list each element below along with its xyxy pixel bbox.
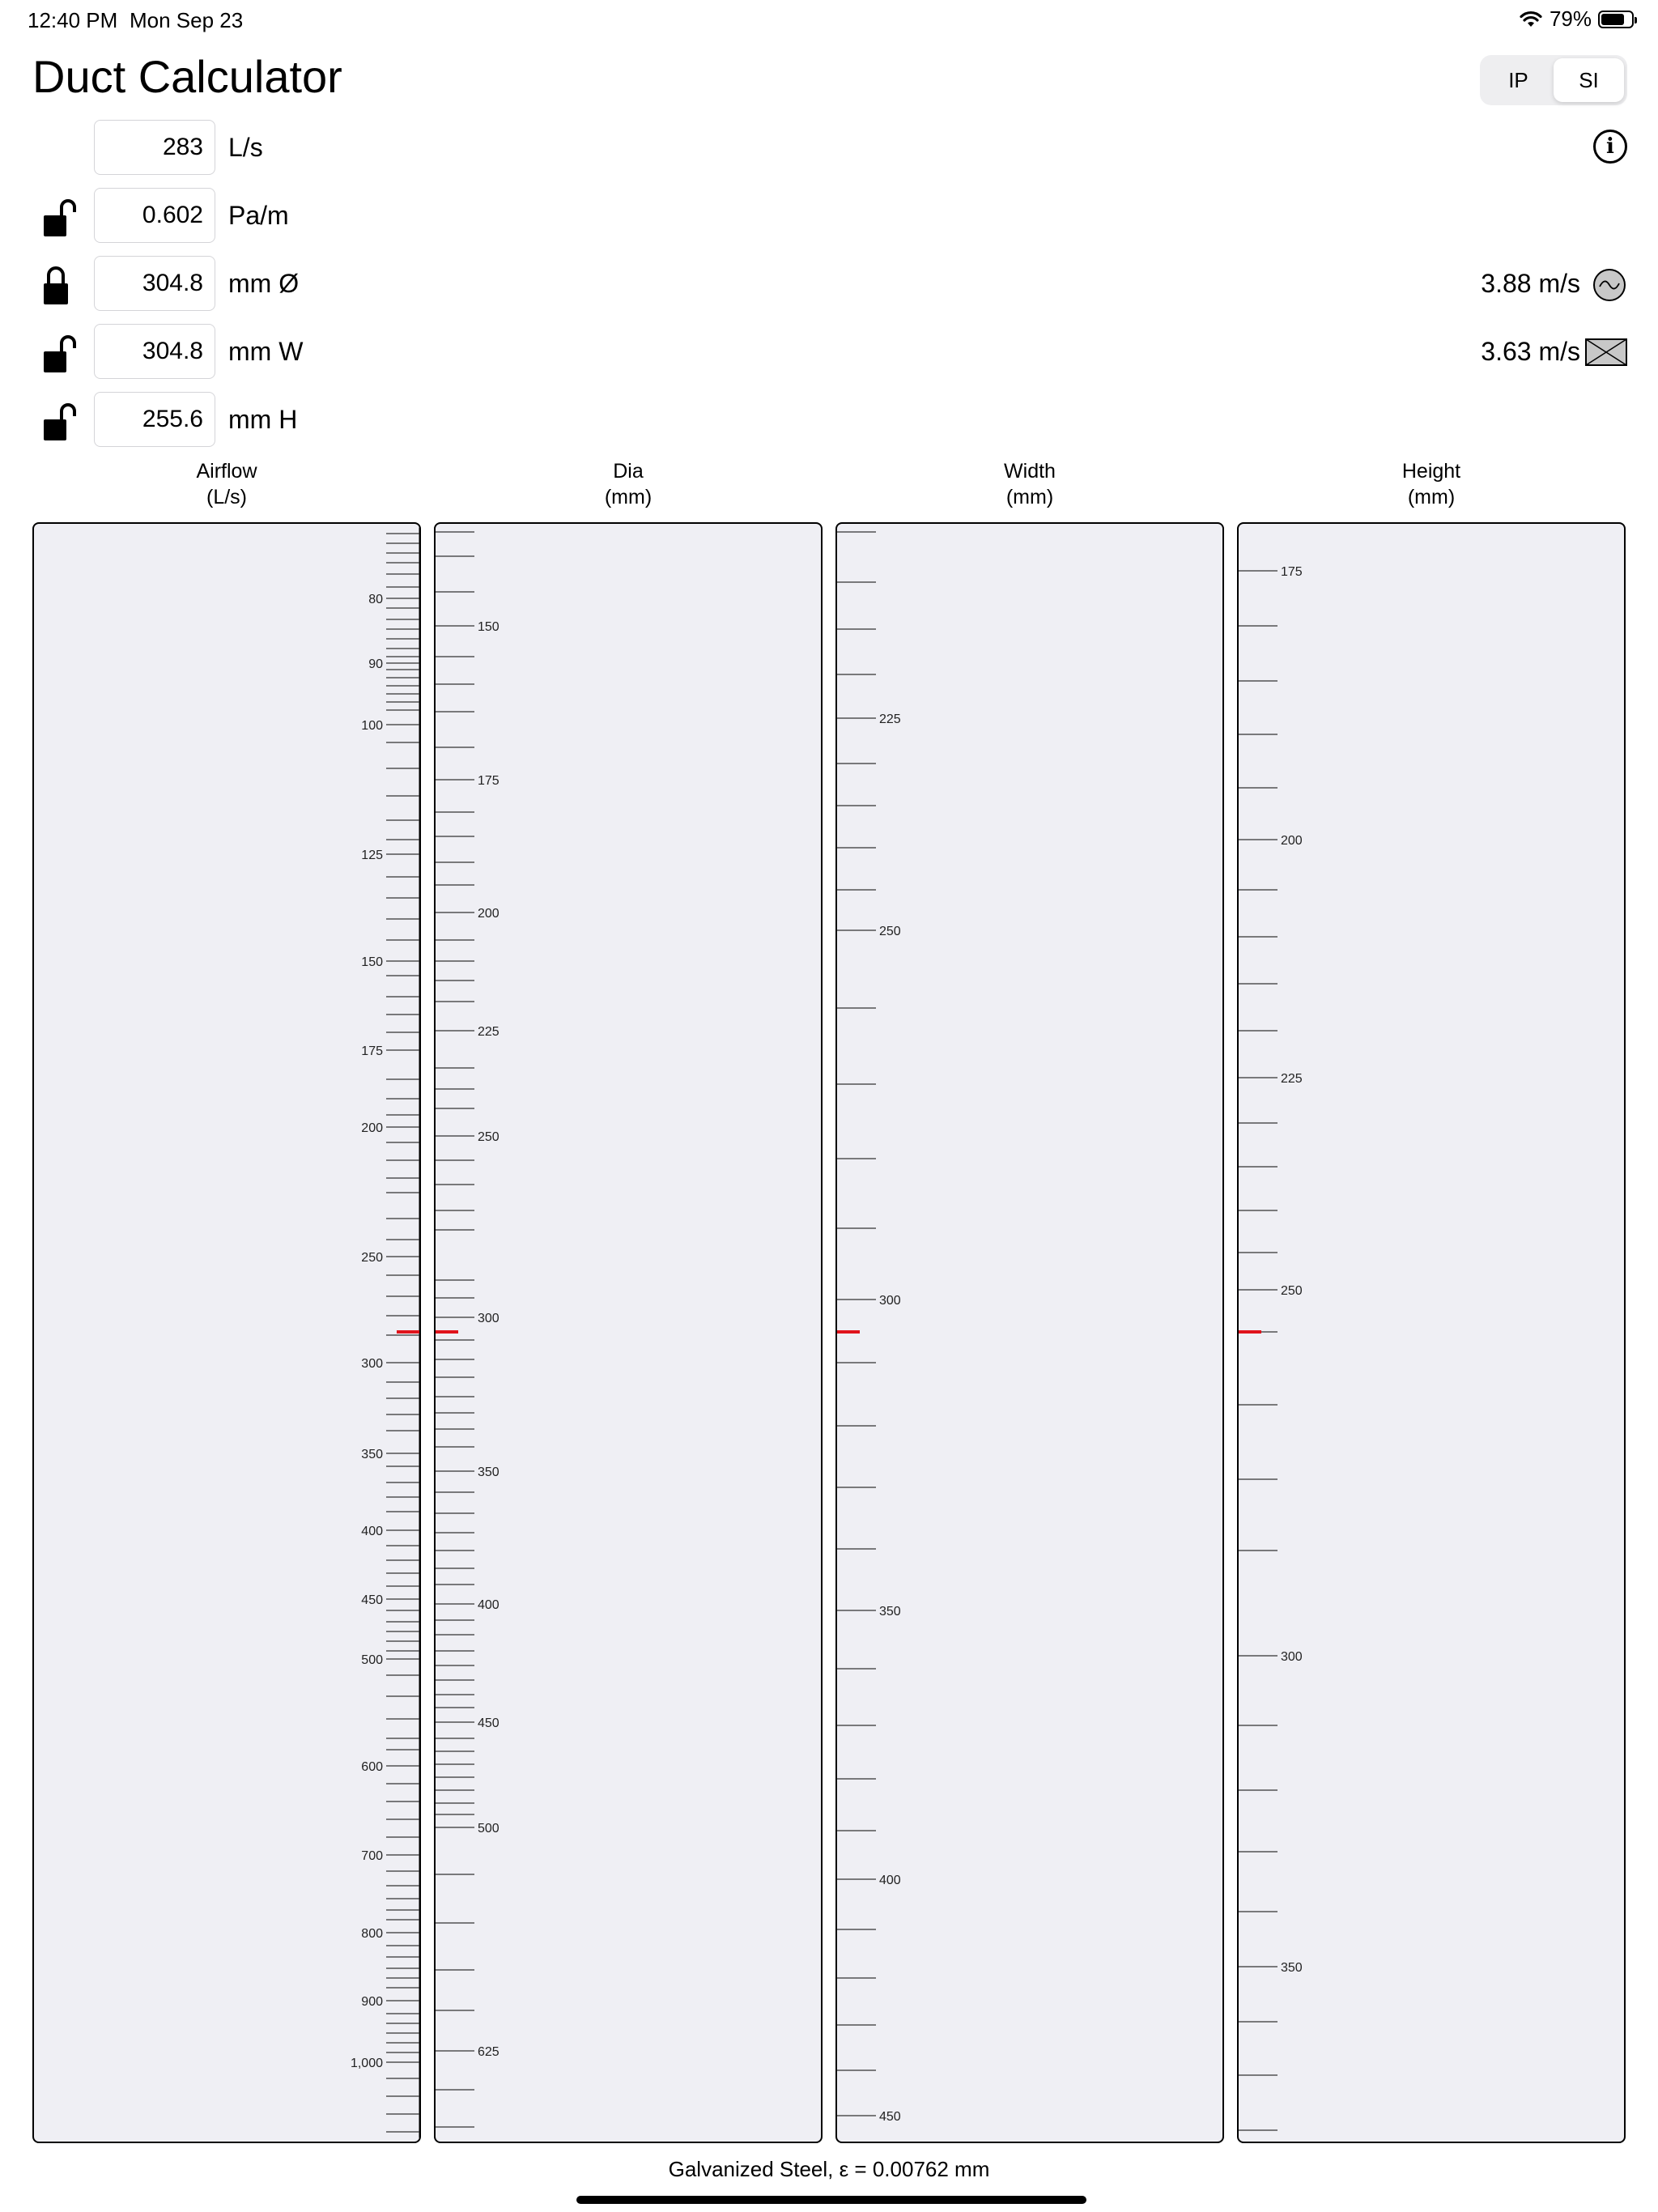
airflow-scale-heading bbox=[32, 458, 421, 510]
battery-percent: 79% bbox=[1549, 6, 1592, 31]
unit-si-button[interactable]: SI bbox=[1554, 58, 1624, 102]
dia-scale[interactable] bbox=[434, 522, 823, 2143]
airflow-scale-unit: (L/s) bbox=[206, 486, 247, 508]
airflow-tick-label: 100 bbox=[361, 719, 383, 733]
status-time: 12:40 PM bbox=[28, 8, 118, 32]
unlock-icon[interactable] bbox=[42, 334, 78, 374]
dia-tick-label: 300 bbox=[478, 1312, 500, 1325]
dia-tick-label: 450 bbox=[478, 1716, 500, 1730]
height-tick-label: 175 bbox=[1281, 565, 1303, 579]
height-tick-label: 250 bbox=[1281, 1284, 1303, 1298]
width-tick-label: 300 bbox=[879, 1294, 901, 1308]
dia-tick-label: 400 bbox=[478, 1598, 500, 1612]
airflow-input[interactable]: 283 bbox=[94, 120, 215, 175]
dia-tick-label: 350 bbox=[478, 1465, 500, 1479]
width-input[interactable]: 304.8 bbox=[94, 324, 215, 379]
width-tick-label: 400 bbox=[879, 1874, 901, 1887]
dia-tick-label: 250 bbox=[478, 1130, 500, 1144]
airflow-tick-label: 1,000 bbox=[350, 2057, 383, 2070]
airflow-tick-label: 200 bbox=[361, 1121, 383, 1135]
airflow-tick-label: 300 bbox=[361, 1357, 383, 1371]
airflow-unit: L/s bbox=[228, 133, 263, 162]
dia-scale-title: Dia bbox=[613, 460, 644, 483]
wifi-icon bbox=[1519, 11, 1543, 28]
status-bar bbox=[0, 0, 1658, 37]
airflow-tick-label: 600 bbox=[361, 1760, 383, 1774]
dia-tick-label: 500 bbox=[478, 1822, 500, 1836]
dia-scale-unit: (mm) bbox=[604, 486, 653, 508]
airflow-row bbox=[0, 120, 1658, 177]
unlock-icon[interactable] bbox=[42, 402, 78, 442]
airflow-tick-label: 80 bbox=[368, 593, 383, 606]
round-velocity: 3.88 m/s bbox=[1481, 269, 1580, 298]
battery-fill bbox=[1601, 14, 1624, 25]
rectangular-duct-icon bbox=[1585, 338, 1627, 366]
diameter-input[interactable]: 304.8 bbox=[94, 256, 215, 311]
airflow-tick-label: 700 bbox=[361, 1849, 383, 1863]
friction-row bbox=[0, 188, 1658, 245]
airflow-tick-label: 400 bbox=[361, 1525, 383, 1538]
dia-tick-label: 175 bbox=[478, 774, 500, 788]
dia-tick-label: 625 bbox=[478, 2045, 500, 2059]
airflow-tick-label: 175 bbox=[361, 1044, 383, 1058]
airflow-tick-label: 350 bbox=[361, 1448, 383, 1461]
airflow-tick-label: 800 bbox=[361, 1927, 383, 1941]
height-scale-heading bbox=[1237, 458, 1626, 510]
airflow-tick-label: 90 bbox=[368, 657, 383, 671]
diameter-row bbox=[0, 256, 1658, 313]
height-row bbox=[0, 392, 1658, 449]
height-scale-title: Height bbox=[1401, 460, 1461, 483]
dia-tick-label: 225 bbox=[478, 1025, 500, 1039]
diameter-unit: mm Ø bbox=[228, 269, 300, 298]
height-tick-label: 300 bbox=[1281, 1650, 1303, 1664]
width-scale-unit: (mm) bbox=[1005, 486, 1054, 508]
width-tick-label: 350 bbox=[879, 1605, 901, 1619]
dia-tick-label: 200 bbox=[478, 907, 500, 921]
friction-unit: Pa/m bbox=[228, 201, 289, 230]
height-tick-label: 350 bbox=[1281, 1961, 1303, 1975]
width-scale-heading bbox=[835, 458, 1224, 510]
height-tick-label: 200 bbox=[1281, 834, 1303, 848]
home-indicator bbox=[576, 2196, 1086, 2204]
dia-scale-heading bbox=[434, 458, 823, 510]
material-label: Galvanized Steel, ε = 0.00762 mm bbox=[668, 2157, 990, 2181]
height-scale[interactable] bbox=[1237, 522, 1626, 2143]
unit-segmented-control[interactable] bbox=[1480, 55, 1627, 105]
info-icon[interactable]: i bbox=[1593, 130, 1627, 164]
lock-icon[interactable] bbox=[42, 266, 78, 306]
unit-ip-button[interactable]: IP bbox=[1508, 67, 1528, 92]
rect-velocity: 3.63 m/s bbox=[1481, 337, 1580, 366]
height-input[interactable]: 255.6 bbox=[94, 392, 215, 447]
airflow-tick-label: 250 bbox=[361, 1251, 383, 1265]
unlock-icon[interactable] bbox=[42, 198, 78, 238]
width-tick-label: 225 bbox=[879, 713, 901, 726]
airflow-scale[interactable] bbox=[32, 522, 421, 2143]
width-row bbox=[0, 324, 1658, 381]
status-date: Mon Sep 23 bbox=[130, 8, 244, 32]
airflow-tick-label: 500 bbox=[361, 1653, 383, 1667]
dia-tick-label: 150 bbox=[478, 620, 500, 634]
round-duct-icon bbox=[1592, 267, 1627, 303]
airflow-tick-label: 125 bbox=[361, 849, 383, 862]
status-right bbox=[1519, 6, 1634, 32]
battery-icon bbox=[1598, 11, 1634, 28]
page-title: Duct Calculator bbox=[32, 51, 342, 102]
width-scale-title: Width bbox=[1004, 460, 1056, 483]
width-scale[interactable] bbox=[835, 522, 1224, 2143]
height-scale-unit: (mm) bbox=[1407, 486, 1456, 508]
airflow-tick-label: 450 bbox=[361, 1593, 383, 1607]
width-tick-label: 450 bbox=[879, 2110, 901, 2124]
width-tick-label: 250 bbox=[879, 925, 901, 938]
airflow-scale-title: Airflow bbox=[196, 460, 257, 483]
height-tick-label: 225 bbox=[1281, 1072, 1303, 1086]
width-unit: mm W bbox=[228, 337, 304, 366]
airflow-tick-label: 900 bbox=[361, 1995, 383, 2009]
height-unit: mm H bbox=[228, 405, 298, 434]
airflow-tick-label: 150 bbox=[361, 955, 383, 969]
friction-input[interactable]: 0.602 bbox=[94, 188, 215, 243]
